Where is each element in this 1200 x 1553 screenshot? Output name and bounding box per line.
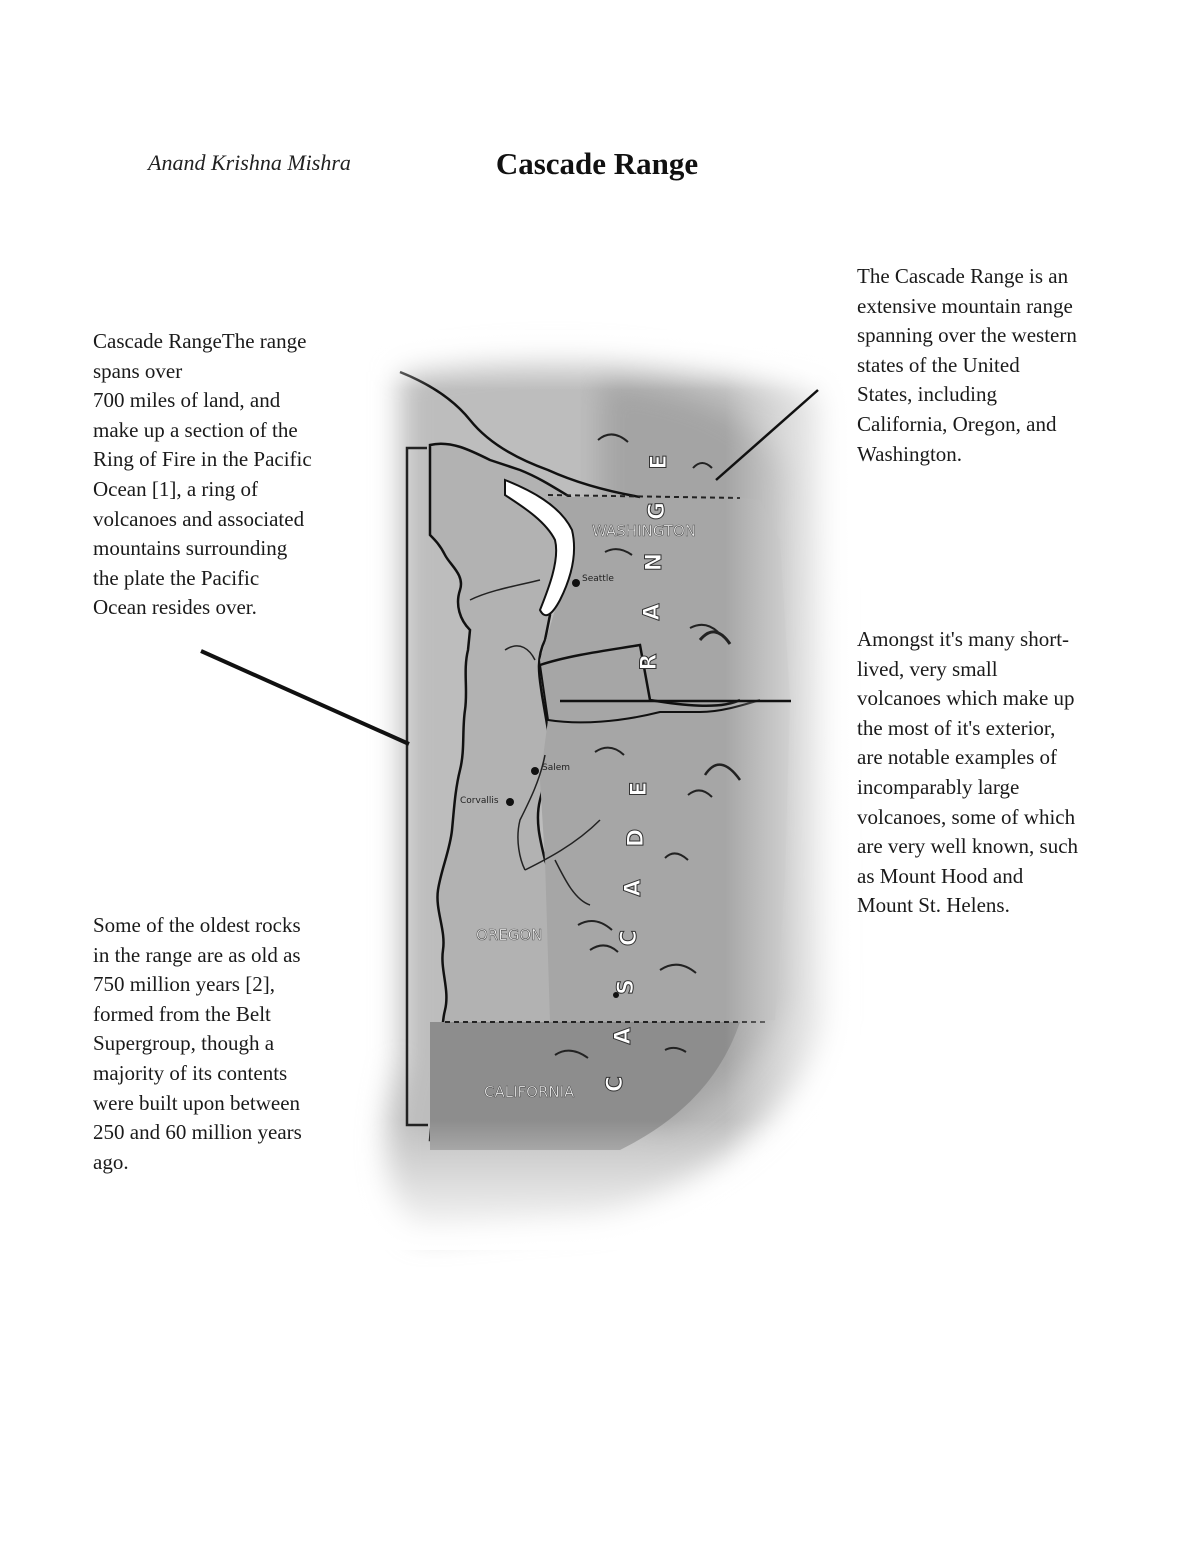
note-line: Some of the oldest rocks: [93, 913, 301, 937]
note-line: 750 million years [2],: [93, 972, 275, 997]
note-line: majority of its contents: [93, 1060, 288, 1085]
page-title-text: Cascade Range: [495, 146, 699, 181]
note-line: as Mount Hood and: [857, 863, 1024, 888]
range-letter: E: [627, 781, 652, 797]
range-letter: A: [611, 1027, 636, 1045]
note-line: volcanoes and associated: [93, 506, 305, 531]
note-line: were built upon between: [93, 1090, 301, 1115]
callout-line-left: [201, 651, 409, 744]
label-seattle: Seattle: [582, 574, 614, 584]
author-name: Anand Krishna Mishra: [148, 150, 351, 175]
note-line: are very well known, such: [857, 834, 1079, 859]
note-line: 250 and 60 million years: [93, 1120, 302, 1145]
note-line: volcanoes, some of which: [857, 804, 1076, 829]
range-letter: D: [624, 828, 649, 848]
note-line: 700 miles of land, and: [93, 388, 281, 413]
note-line: volcanoes which make up: [857, 686, 1075, 711]
note-line: The Cascade Range is an: [857, 264, 1069, 288]
salem-dot: [531, 767, 539, 775]
range-letter: S: [614, 979, 639, 995]
note-range-extent: [93, 327, 358, 623]
note-line: incomparably large: [857, 774, 1020, 799]
label-salem: Salem: [542, 763, 571, 773]
note-line: the plate the Pacific: [93, 565, 260, 590]
note-line: Ocean resides over.: [93, 595, 257, 620]
note-volcanoes: [857, 625, 1127, 921]
note-line: are notable examples of: [857, 745, 1057, 770]
range-letter: C: [617, 929, 642, 947]
range-letter: E: [647, 454, 672, 470]
note-line: the most of it's exterior,: [857, 715, 1056, 740]
note-line: in the range are as old as: [93, 942, 301, 967]
note-line: Cascade RangeThe range: [93, 329, 307, 353]
note-line: states of the United: [857, 352, 1020, 377]
label-oregon: OREGON: [476, 926, 543, 944]
seattle-dot: [572, 579, 580, 587]
note-line: make up a section of the: [93, 417, 298, 442]
label-corvallis: Corvallis: [460, 796, 499, 806]
note-line: mountains surrounding: [93, 536, 288, 561]
range-letter: G: [645, 501, 670, 521]
note-line: Ocean [1], a ring of: [93, 476, 259, 501]
range-letter: A: [621, 879, 646, 897]
note-line: extensive mountain range: [857, 293, 1073, 318]
range-letter: A: [640, 603, 665, 621]
range-letter: N: [642, 552, 667, 572]
label-washington: WASHINGTON: [592, 522, 696, 540]
note-line: California, Oregon, and: [857, 411, 1057, 436]
note-line: spans over: [93, 358, 183, 383]
note-line: formed from the Belt: [93, 1001, 271, 1026]
label-california: CALIFORNIA: [484, 1083, 575, 1101]
note-line: Amongst it's many short-: [857, 627, 1070, 651]
note-line: lived, very small: [857, 656, 998, 681]
note-line: States, including: [857, 382, 997, 407]
note-line: ago.: [93, 1149, 129, 1174]
note-line: Mount St. Helens.: [857, 893, 1010, 918]
note-line: Supergroup, though a: [93, 1031, 275, 1056]
range-letter: R: [637, 653, 662, 671]
corvallis-dot: [506, 798, 514, 806]
note-oldest-rocks: [93, 911, 348, 1177]
note-overview: [857, 262, 1122, 469]
note-line: Washington.: [857, 441, 963, 466]
note-line: Ring of Fire in the Pacific: [93, 447, 312, 472]
note-line: spanning over the western: [857, 323, 1077, 348]
range-letter: C: [603, 1075, 628, 1093]
